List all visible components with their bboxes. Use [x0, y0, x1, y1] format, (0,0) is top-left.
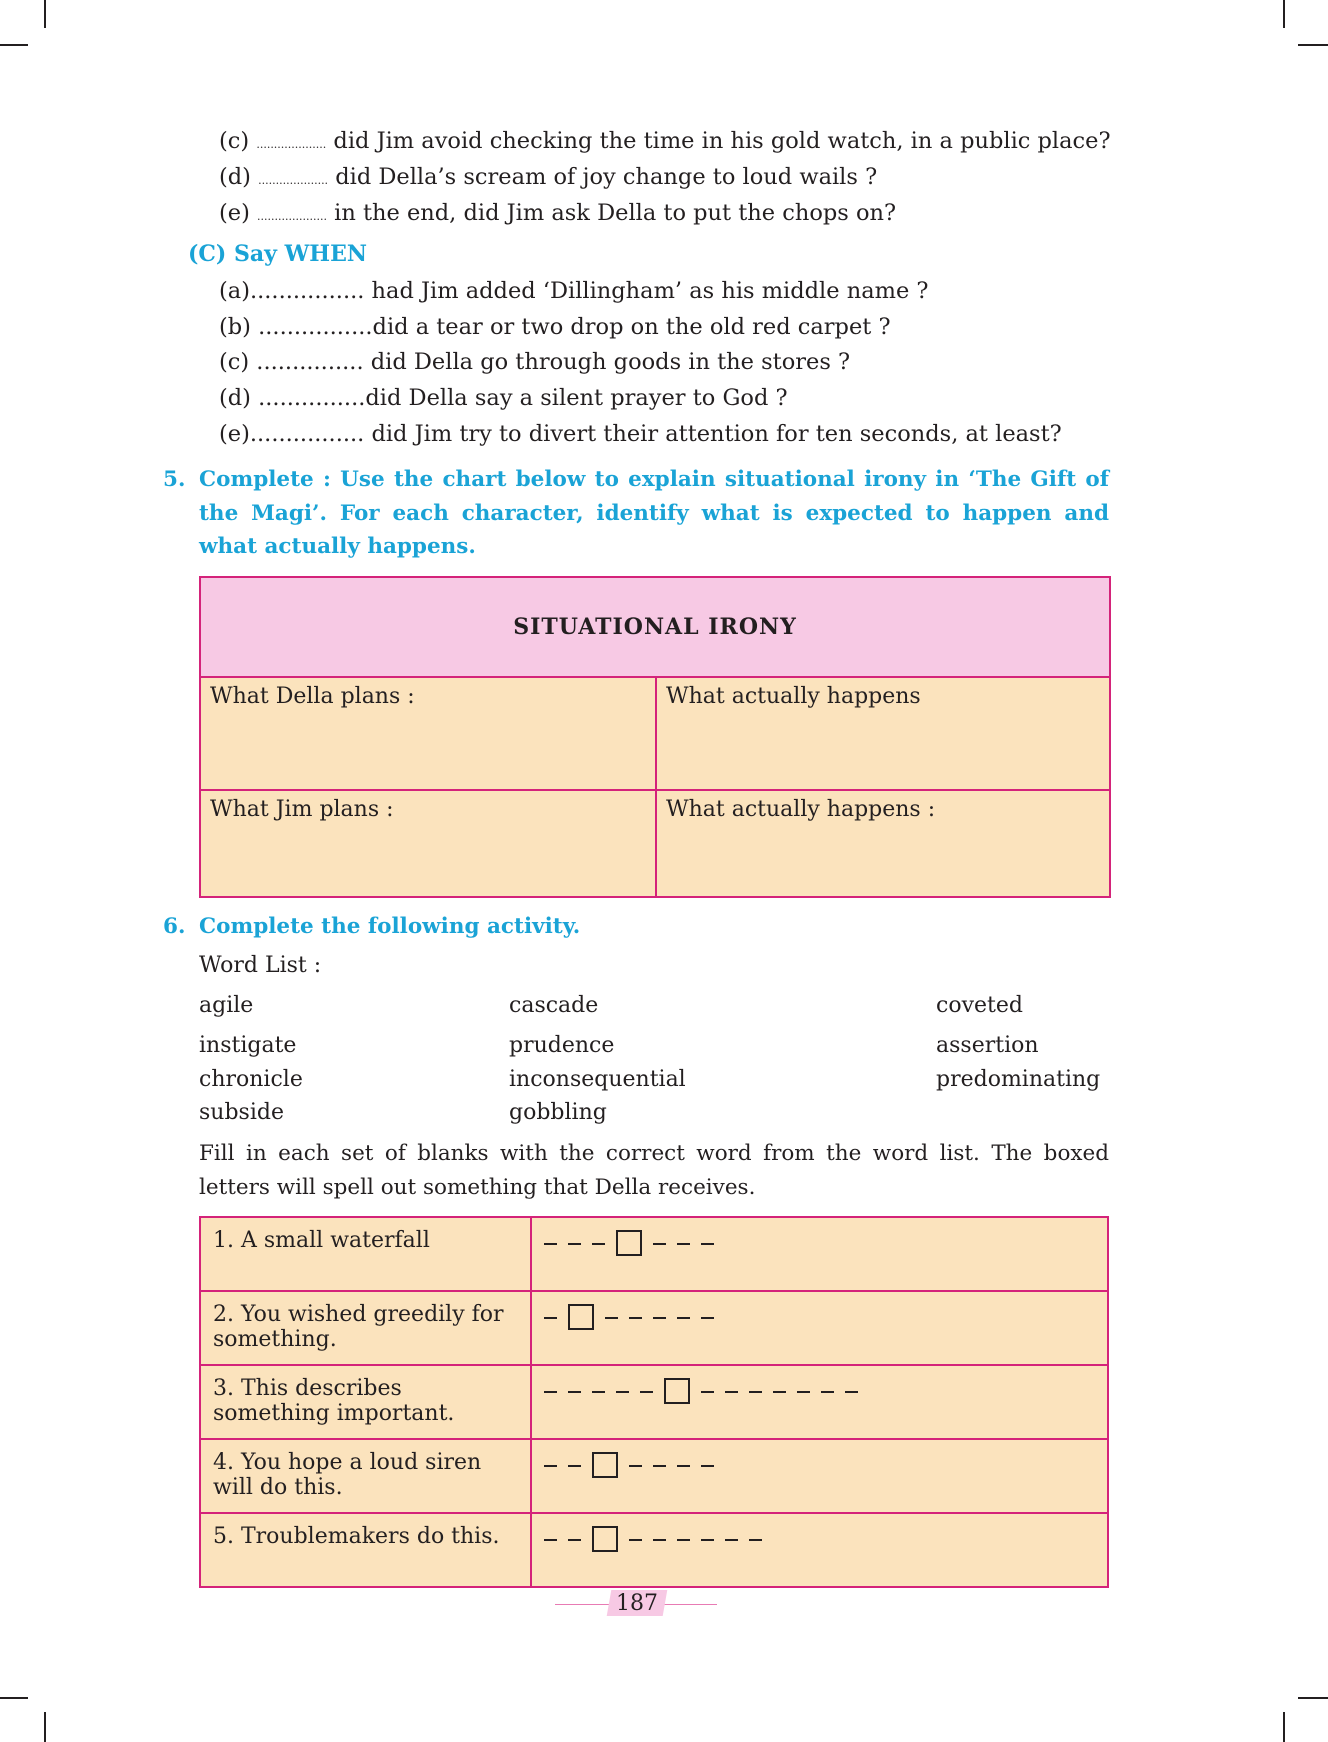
- letter-blank[interactable]: [749, 1539, 762, 1541]
- blank-pattern: [544, 1526, 1095, 1552]
- table-row: [200, 1217, 1108, 1291]
- word: coveted: [936, 993, 1023, 1018]
- crop-mark: [1298, 1697, 1328, 1699]
- letter-blank[interactable]: [701, 1243, 714, 1245]
- letter-blank[interactable]: [677, 1317, 690, 1319]
- letter-blank[interactable]: [544, 1243, 557, 1245]
- answer-blanks-2[interactable]: [531, 1291, 1108, 1365]
- irony-table-title: SITUATIONAL IRONY: [200, 577, 1110, 677]
- q5-number: 5.: [163, 467, 186, 492]
- clue-4: 4. You hope a loud siren will do this.: [200, 1439, 531, 1513]
- blank-pattern: [544, 1304, 1095, 1330]
- letter-box[interactable]: [568, 1304, 594, 1330]
- word: cascade: [509, 993, 599, 1018]
- blank-pattern: [544, 1452, 1095, 1478]
- letter-blank[interactable]: [544, 1317, 557, 1319]
- clue-5: 5. Troublemakers do this.: [200, 1513, 531, 1587]
- letter-blank[interactable]: [544, 1539, 557, 1541]
- when-item-c: (c) ............... did Della go through goods in the stores ?: [219, 349, 851, 375]
- crop-mark: [0, 44, 28, 46]
- letter-blank[interactable]: [653, 1317, 666, 1319]
- crop-mark: [1283, 1712, 1285, 1742]
- letter-blank[interactable]: [773, 1391, 786, 1393]
- question-e: [219, 200, 896, 226]
- item-text: in the end, did Jim ask Della to put the chops on?: [334, 200, 897, 226]
- jim-plans-cell[interactable]: What Jim plans :: [200, 790, 656, 897]
- item-letter: (d): [219, 164, 251, 190]
- letter-blank[interactable]: [701, 1391, 714, 1393]
- crop-mark: [1298, 44, 1328, 46]
- table-row: [200, 1513, 1108, 1587]
- word: inconsequential: [509, 1067, 686, 1092]
- say-when-heading: (C) Say WHEN: [188, 241, 367, 267]
- blank-dots: ....................: [257, 210, 327, 223]
- crop-mark: [0, 1697, 28, 1699]
- letter-blank[interactable]: [544, 1391, 557, 1393]
- answer-blanks-1[interactable]: [531, 1217, 1108, 1291]
- question-d: [219, 164, 877, 190]
- letter-blank[interactable]: [640, 1391, 653, 1393]
- letter-blank[interactable]: [629, 1465, 642, 1467]
- letter-blank[interactable]: [568, 1391, 581, 1393]
- clue-1: 1. A small waterfall: [200, 1217, 531, 1291]
- letter-blank[interactable]: [749, 1391, 762, 1393]
- letter-blank[interactable]: [568, 1243, 581, 1245]
- letter-box[interactable]: [592, 1452, 618, 1478]
- table-row: [200, 1291, 1108, 1365]
- letter-blank[interactable]: [629, 1317, 642, 1319]
- letter-blank[interactable]: [568, 1539, 581, 1541]
- jim-happens-cell[interactable]: What actually happens :: [656, 790, 1110, 897]
- letter-blank[interactable]: [616, 1391, 629, 1393]
- word: subside: [199, 1100, 284, 1125]
- crop-mark: [44, 1712, 46, 1742]
- q6-number: 6.: [163, 914, 186, 939]
- word: assertion: [936, 1033, 1039, 1058]
- word-list-label: Word List :: [199, 953, 322, 978]
- letter-blank[interactable]: [725, 1539, 738, 1541]
- letter-blank[interactable]: [701, 1317, 714, 1319]
- word-puzzle-table: [199, 1216, 1109, 1588]
- letter-blank[interactable]: [592, 1391, 605, 1393]
- when-item-e: (e)................ did Jim try to divert their attention for ten seconds, at least?: [219, 421, 1062, 447]
- blank-pattern: [544, 1378, 1095, 1404]
- q6-heading: Complete the following activity.: [199, 914, 581, 939]
- letter-blank[interactable]: [605, 1317, 618, 1319]
- item-letter: (e): [219, 200, 250, 226]
- letter-blank[interactable]: [653, 1243, 666, 1245]
- q6-instructions: Fill in each set of blanks with the correct word from the word list. The boxed letters will spell out something that Della receives.: [199, 1141, 1109, 1200]
- della-plans-cell[interactable]: What Della plans :: [200, 677, 656, 790]
- letter-blank[interactable]: [592, 1243, 605, 1245]
- letter-blank[interactable]: [629, 1539, 642, 1541]
- blank-dots: ....................: [258, 174, 329, 187]
- letter-blank[interactable]: [653, 1539, 666, 1541]
- letter-blank[interactable]: [821, 1391, 834, 1393]
- page-number: 187: [616, 1591, 658, 1616]
- when-item-d: (d) ...............did Della say a silent prayer to God ?: [219, 385, 788, 411]
- crop-mark: [1283, 0, 1285, 28]
- letter-blank[interactable]: [701, 1539, 714, 1541]
- crop-mark: [44, 0, 46, 28]
- item-text: did Jim avoid checking the time in his gold watch, in a public place?: [333, 128, 1111, 154]
- word: gobbling: [509, 1100, 607, 1125]
- word: prudence: [509, 1033, 615, 1058]
- letter-blank[interactable]: [725, 1391, 738, 1393]
- letter-box[interactable]: [592, 1526, 618, 1552]
- blank-dots: ....................: [256, 138, 327, 151]
- table-row: [200, 1439, 1108, 1513]
- table-row: [200, 1365, 1108, 1439]
- clue-2: 2. You wished greedily for something.: [200, 1291, 531, 1365]
- letter-box[interactable]: [616, 1230, 642, 1256]
- item-letter: (c): [219, 128, 250, 154]
- letter-blank[interactable]: [677, 1539, 690, 1541]
- letter-blank[interactable]: [797, 1391, 810, 1393]
- letter-box[interactable]: [664, 1378, 690, 1404]
- clue-3: 3. This describes something important.: [200, 1365, 531, 1439]
- letter-blank[interactable]: [653, 1465, 666, 1467]
- word: instigate: [199, 1033, 297, 1058]
- letter-blank[interactable]: [701, 1465, 714, 1467]
- letter-blank[interactable]: [845, 1391, 858, 1393]
- when-item-b: (b) ................did a tear or two drop on the old red carpet ?: [219, 314, 891, 340]
- letter-blank[interactable]: [544, 1465, 557, 1467]
- blank-pattern: [544, 1230, 1095, 1256]
- word: chronicle: [199, 1067, 303, 1092]
- q5-instruction: Complete : Use the chart below to explain situational irony in ‘The Gift of the Magi’. For each character, identify what is expected to happen and what actually happens.: [199, 467, 1109, 559]
- when-item-a: (a)................ had Jim added ‘Dillingham’ as his middle name ?: [219, 278, 929, 304]
- letter-blank[interactable]: [568, 1465, 581, 1467]
- letter-blank[interactable]: [677, 1465, 690, 1467]
- question-c: [219, 128, 1111, 154]
- letter-blank[interactable]: [677, 1243, 690, 1245]
- situational-irony-table: [199, 576, 1111, 898]
- answer-blanks-5[interactable]: [531, 1513, 1108, 1587]
- item-text: did Della’s scream of joy change to loud wails ?: [335, 164, 878, 190]
- answer-blanks-4[interactable]: [531, 1439, 1108, 1513]
- word: predominating: [936, 1067, 1101, 1092]
- answer-blanks-3[interactable]: [531, 1365, 1108, 1439]
- della-happens-cell[interactable]: What actually happens: [656, 677, 1110, 790]
- word: agile: [199, 993, 254, 1018]
